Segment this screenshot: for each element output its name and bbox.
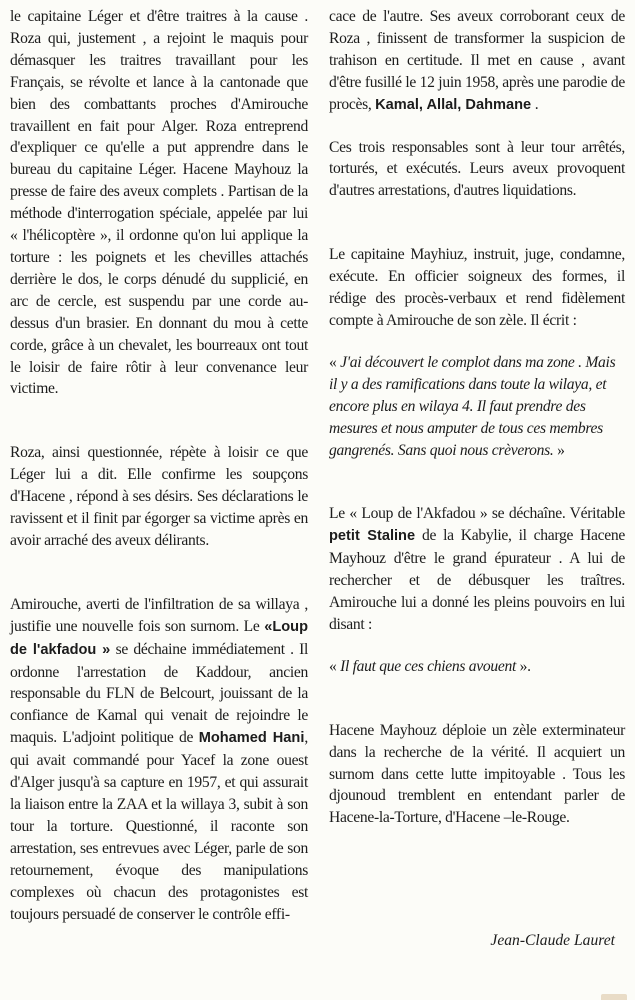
author-signature: Jean-Claude Lauret — [490, 932, 615, 949]
quote-chiens: « Il faut que ces chiens avouent ». — [329, 657, 531, 675]
paragraph-torture: le capitaine Léger et d'être traitres à la cause . Roza qui, justement , a rejoint le maquis pour démasquer les traitres travaillant pour les Français, se révolte et lance à la cantonade que bien des combattants proches d'Amirouche travaillent en fait pour Alger. Roza entreprend d'expliquer ce qu'elle a put apprendre dans le bureau du capitaine Léger. Hacene Mayhouz la presse de faire des aveux complets . Partisan de la méthode d'interrogation spéciale, appelée par lui « l'hélicoptère », il ordonne qu'on lui applique la torture : les poignets et les chevilles attachés derrière le dos, le corps dénudé du supplicié, en arc de cercle, est suspendu par une corde au-dessus d'un brasier. En donnant du mou à cette corde, grâce à un chevalet, les bourreaux ont tout le loisir de faire rôtir à leur convenance leur victime. — [10, 8, 308, 398]
quote-complot: « J'ai découvert le complot dans ma zone . Mais il y a des ramifications dans toute la wilaya, et encore plus en wilaya 4. Il faut prendre des mesures et nous amputer de tous ces membres gangrenés. Sans quoi nous crèverons. » — [329, 353, 616, 459]
paragraph-trois-responsables: Ces trois responsables sont à leur tour arrêtés, torturés, et exécutés. Leurs aveux provoquent d'autres arrestations, d'autres liquidations. — [329, 138, 625, 200]
right-column — [329, 6, 625, 829]
paragraph-amirouche: Amirouche, averti de l'infiltration de sa willaya , justifie une nouvelle fois son surnom. Le «Loup de l'akfadou » se déchaine immédiatement . Il ordonne l'arrestation de Kaddour, ancien responsable du FLN de Belcourt, jouissant de la confiance de Kamal qui venait de rejoindre le maquis. L'adjoint politique de Mohamed Hani, qui avait commandé pour Yacef la zone ouest d'Alger jusqu'à sa capture en 1957, et qui assurait la liaison entre la ZAA et la willaya 3, subit à son tour la torture. Questionné, il raconte son arrestation, ses entrevues avec Léger, parle de son retournement, évoque des manipulations complexes où chacun des protagonistes est toujours persuadé de conserver le contrôle effi- — [10, 595, 308, 923]
bold-petit-staline: petit Staline — [329, 528, 416, 545]
bold-mohamed-hani: Mohamed Hani — [198, 730, 305, 747]
paragraph-aveux: cace de l'autre. Ses aveux corroborant ceux de Roza , finissent de transformer la suspicion de trahison en certitude. Il met en cause , avant d'être fusillé le 12 juin 1958, après une parodie de procès, Kamal, Allal, Dahmane . — [329, 8, 625, 113]
bold-names: Kamal, Allal, Dahmane — [375, 96, 532, 113]
paragraph-mayhiuz: Le capitaine Mayhiuz, instruit, juge, condamne, exécute. En officier soigneux des formes, il rédige des procès-verbaux et rend fidèlement compte à Amirouche de son zèle. Il écrit : — [329, 246, 625, 329]
page-corner — [601, 994, 627, 1000]
paragraph-roza: Roza, ainsi questionnée, répète à loisir ce que Léger lui a dit. Elle confirme les soupçons d'Hacene , répond à ses désirs. Ses déclarations le ravissent et il finit par égorger sa victime après en avoir arraché des aveux délirants. — [10, 444, 308, 549]
left-column — [10, 6, 308, 925]
paragraph-loup: Le « Loup de l'Akfadou » se déchaîne. Véritable petit Staline de la Kabylie, il charge Hacene Mayhouz d'être le grand épurateur . A lui de rechercher et de débusquer les traîtres. Amirouche lui a donné les pleins pouvoirs en lui disant : — [329, 505, 625, 633]
paragraph-zele: Hacene Mayhouz déploie un zèle exterminateur dans la recherche de la vérité. Il acquiert un surnom dans cette lutte impitoyable . Tous les djounoud tremblent en entendant parler de Hacene-la-Torture, d'Hacene –le-Rouge. — [329, 721, 625, 827]
bold-loup-akfadou: «Loup de l'akfadou » — [10, 618, 308, 658]
